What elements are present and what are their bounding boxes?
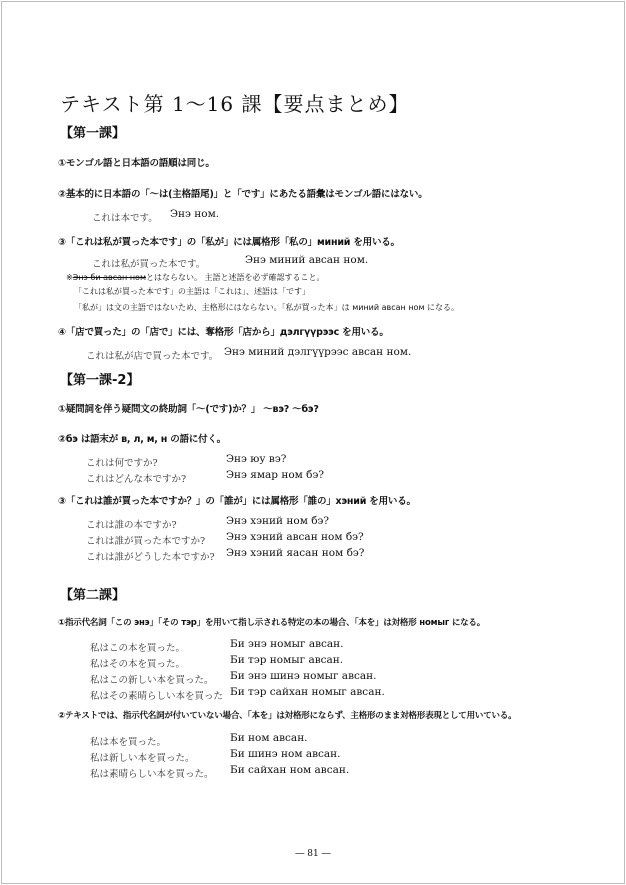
section-header-lesson1-2: 【第一課-2】 (60, 373, 140, 388)
example-mn: Энэ миний дэлгүүрээс авсан ном. (224, 346, 412, 358)
example-ja: これは私が店で買った本です。 (86, 351, 219, 362)
struck-example: Энэ би авсан ном (72, 273, 146, 282)
example-ja: 私は素晴らしい本を買った。 (90, 769, 214, 780)
example-mn: Энэ хэний авсан ном бэ? (226, 531, 364, 543)
example-ja: 私はこの本を買った。 (90, 643, 186, 654)
example-mn: Энэ хэний ном бэ? (226, 515, 330, 527)
note-mark: ※ (66, 273, 73, 282)
example-mn: Энэ юу вэ? (226, 453, 287, 465)
page-number: ― 81 ― (295, 849, 331, 859)
example-mn: Би ном авсан. (230, 732, 308, 744)
point-1: ①疑問詞を伴う疑問文の終助詞「〜(です)か？」 ～вэ? ～бэ? (58, 404, 319, 415)
point-2: ②テキストでは、指示代名詞が付いていない場合、「本を」は対格形にならず、主格形のまま対格形表現として用いている。 (58, 711, 517, 721)
example-ja: これは本です。 (92, 213, 158, 224)
example-mn: Энэ ямар ном бэ? (226, 469, 325, 481)
example-ja: これは私が買った本です。 (92, 259, 206, 270)
note-line: 「これは私が買った本です」の主語は「これは」、述語は「です」 (74, 287, 310, 296)
example-mn: Энэ ном. (170, 208, 220, 220)
section-header-lesson1: 【第一課】 (60, 126, 126, 141)
point-4: ④「店で買った」の「店で」には、奪格形「店から」дэлгүүрээс を用いる。 (58, 327, 389, 338)
example-mn: Энэ хэний яасан ном бэ? (226, 547, 365, 559)
point-2: ②基本的に日本語の「〜は(主格語尾)」と「です」にあたる語彙はモンゴル語にはない。 (58, 189, 428, 200)
example-mn: Би тэр сайхан номыг авсан. (230, 686, 385, 698)
example-ja: これはどんな本ですか? (86, 474, 187, 485)
example-mn: Би энэ шинэ номыг авсан. (230, 670, 377, 682)
point-3: ③「これは私が買った本です」の「私が」には属格形「私の」миний を用いる。 (58, 237, 400, 248)
example-ja: 私はこの新しい本を買った。 (90, 675, 214, 686)
note-line (66, 272, 325, 283)
point-2: ②бэ は語末が в, л, м, н の語に付く。 (58, 434, 226, 445)
example-mn: Би тэр номыг авсан. (230, 654, 344, 666)
section-header-lesson2: 【第二課】 (60, 588, 126, 603)
example-mn: Би шинэ ном авсан. (230, 748, 341, 760)
example-ja: 私はその本を買った。 (90, 659, 186, 670)
example-mn: Би сайхан ном авсан. (230, 764, 350, 776)
note-line: 「私が」は文の主語ではないため、主格形にはならない。「私が買った本」は миний авсан ном になる。 (74, 303, 460, 312)
example-mn: Энэ миний авсан ном. (245, 254, 369, 266)
point-1: ①モンゴル語と日本語の語順は同じ。 (58, 158, 215, 169)
point-1: ①指示代名詞「この энэ」「その тэр」を用いて指し示される特定の本の場合、「本を」は対格形 номыг になる。 (58, 618, 486, 628)
example-ja: これは誰の本ですか? (86, 520, 177, 531)
example-ja: これは誰がどうした本ですか? (86, 552, 215, 563)
example-ja: 私は新しい本を買った。 (90, 753, 195, 764)
example-ja: これは何ですか? (86, 458, 158, 469)
point-3: ③「これは誰が買った本ですか？」の「誰が」には属格形「誰の」хэний を用いる。 (58, 496, 416, 507)
example-ja: 私は本を買った。 (90, 737, 167, 748)
page-title: テキスト第 1〜16 課【要点まとめ】 (60, 92, 410, 116)
note-text: とはならない。 主語と述語を必ず確認すること。 (145, 273, 325, 282)
example-ja: これは誰が買った本ですか? (86, 536, 206, 547)
example-mn: Би энэ номыг авсан. (230, 638, 344, 650)
example-ja: 私はその素晴らしい本を買った (90, 691, 224, 702)
